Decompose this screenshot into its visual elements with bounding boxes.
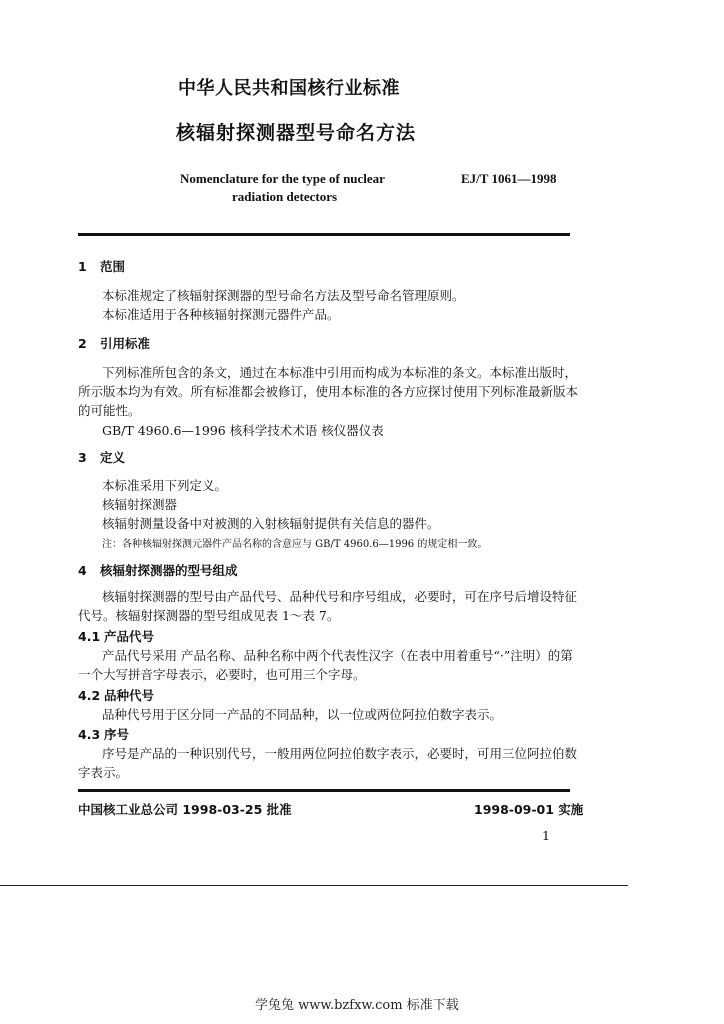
- paragraph: 下列标准所包含的条文，通过在本标准中引用而构成为本标准的条文。本标准出版时，: [102, 365, 578, 380]
- paragraph: 序号是产品的一种识别代号，一般用两位阿拉伯数字表示，必要时，可用三位阿拉伯数: [102, 746, 578, 761]
- subsection-number: 4.1: [78, 629, 101, 644]
- subsection-title: 品种代号: [104, 688, 155, 703]
- subsection-number: 4.3: [78, 727, 101, 742]
- effective-date: 1998-09-01 实施: [474, 802, 584, 817]
- subsection-title: 产品代号: [104, 629, 155, 644]
- subsection-title: 序号: [104, 727, 130, 742]
- definition: 核辐射测量设备中对被测的入射核辐射提供有关信息的器件。: [102, 516, 440, 531]
- subsection-4-1-heading: [78, 627, 154, 645]
- section-title: 范围: [100, 259, 126, 274]
- section-number: 2: [78, 336, 87, 351]
- footer-divider: [78, 789, 570, 792]
- paragraph: 品种代号用于区分同一产品的不同品种，以一位或两位阿拉伯数字表示。: [102, 707, 503, 722]
- paragraph: 核辐射探测器的型号由产品代号、品种代号和序号组成，必要时，可在序号后增设特征: [102, 589, 578, 604]
- org-title: 中华人民共和国核行业标准: [178, 78, 400, 99]
- section-number: 4: [78, 563, 87, 578]
- paragraph: 字表示。: [78, 765, 129, 780]
- header-divider: [78, 233, 570, 236]
- page-number: 1: [542, 828, 550, 843]
- english-title-line1: Nomenclature for the type of nuclear: [180, 171, 385, 186]
- section-3-heading: [78, 448, 125, 466]
- section-title: 核辐射探测器的型号组成: [100, 563, 238, 578]
- watermark-text: 学兔兔 www.bzfxw.com 标准下载: [255, 998, 459, 1013]
- paragraph: 本标准规定了核辐射探测器的型号命名方法及型号命名管理原则。: [102, 288, 465, 303]
- section-1-heading: [78, 257, 125, 275]
- reference-standard: GB/T 4960.6—1996 核科学技术术语 核仪器仪表: [102, 423, 384, 438]
- section-4-heading: [78, 561, 238, 579]
- paragraph: 一个大写拼音字母表示，必要时，也可用三个字母。: [78, 667, 366, 682]
- paragraph: 代号。核辐射探测器的型号组成见表 1～表 7。: [78, 608, 340, 623]
- subsection-4-3-heading: [78, 725, 129, 743]
- english-title-line2: radiation detectors: [232, 189, 338, 204]
- section-2-heading: [78, 334, 150, 352]
- section-title: 定义: [100, 450, 126, 465]
- term: 核辐射探测器: [102, 497, 178, 512]
- section-title: 引用标准: [100, 336, 151, 351]
- standard-code: EJ/T 1061—1998: [461, 171, 557, 186]
- page-bottom-rule: [0, 885, 628, 886]
- paragraph: 所示版本均为有效。所有标准都会被修订，使用本标准的各方应探讨使用下列标准最新版本: [78, 384, 579, 399]
- subsection-number: 4.2: [78, 688, 101, 703]
- section-number: 3: [78, 450, 87, 465]
- approval-date: 中国核工业总公司 1998-03-25 批准: [78, 802, 292, 817]
- note: 注：各种核辐射探测元器件产品名称的含意应与 GB/T 4960.6—1996 的规定相一致。: [102, 539, 488, 550]
- paragraph: 产品代号采用 产品名称、品种名称中两个代表性汉字（在表中用着重号“·”注明）的第: [102, 648, 573, 663]
- section-number: 1: [78, 259, 87, 274]
- paragraph: 的可能性。: [78, 403, 141, 418]
- doc-title: 核辐射探测器型号命名方法: [176, 122, 417, 144]
- paragraph: 本标准适用于各种核辐射探测元器件产品。: [102, 307, 340, 322]
- paragraph: 本标准采用下列定义。: [102, 478, 228, 493]
- subsection-4-2-heading: [78, 686, 154, 704]
